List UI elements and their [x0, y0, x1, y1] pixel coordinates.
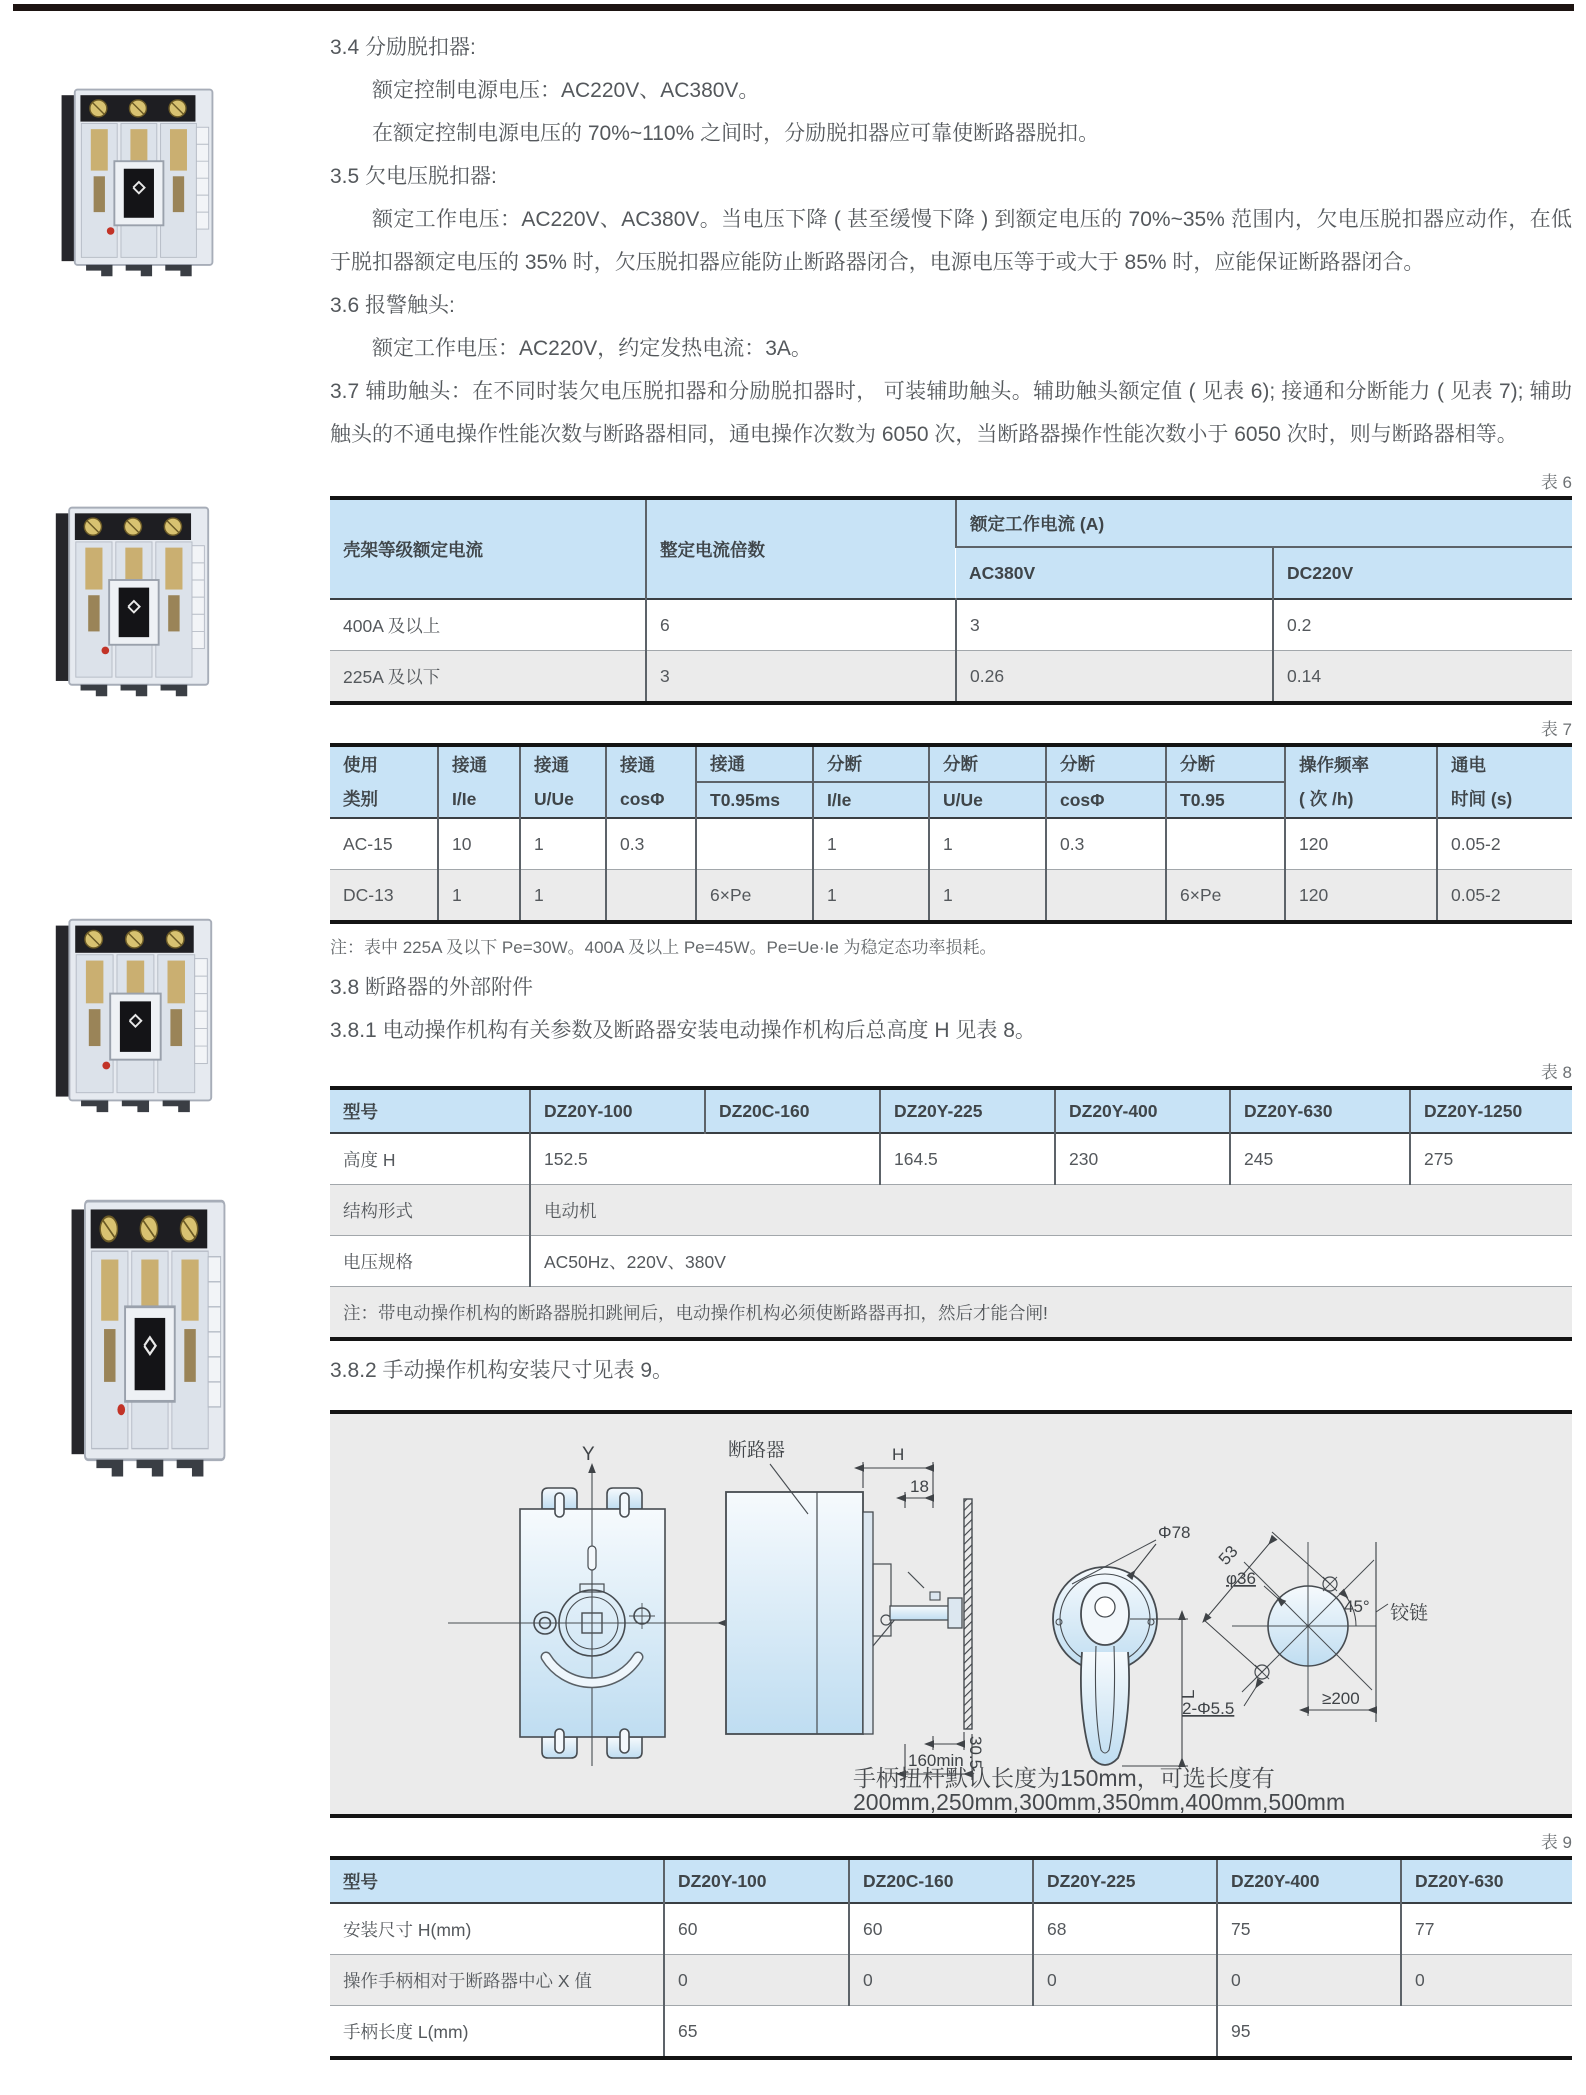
t8-header-dz20y400: DZ20Y-400 — [1055, 1088, 1230, 1133]
t7-header-break-uue: 分断 U/Ue — [929, 745, 1046, 818]
table-8-tag: 表 8 — [1540, 1063, 1572, 1082]
t7-header-break-cos: 分断 cosΦ — [1046, 745, 1166, 818]
section-3-4-line-2: 在额定控制电源电压的 70%~110% 之间时，分励脱扣器应可靠使断路器脱扣。 — [372, 122, 1100, 145]
t7-header-break-iie: 分断 I/Ie — [813, 745, 929, 818]
t9-header-dz20c160: DZ20C-160 — [849, 1858, 1033, 1903]
table-row: 安装尺寸 H(mm) 60 60 68 75 77 — [330, 1903, 1572, 1955]
dim-18-label: 18 — [910, 1477, 929, 1496]
dim-305-label: 30.5 — [966, 1736, 985, 1770]
main-content — [330, 18, 1572, 2060]
dimension-drawing — [330, 1414, 1572, 1814]
axis-y-label: Y — [582, 1444, 595, 1465]
t7-header-make-cos: 接通 cosΦ — [606, 745, 696, 818]
breaker-photo-4 — [62, 1190, 234, 1482]
section-3-8-2-line: 3.8.2 手动操作机构安装尺寸见表 9。 — [330, 1359, 674, 1382]
breaker-photo-1 — [52, 82, 222, 280]
section-3-4-line-1: 额定控制电源电压：AC220V、AC380V。 — [372, 79, 760, 102]
t7-header-make-t095: 接通 T0.95ms — [696, 745, 813, 818]
table-7-tag: 表 7 — [1540, 720, 1572, 739]
hinge-label: 铰链 — [1390, 1603, 1429, 1624]
dim-H-label: H — [892, 1445, 905, 1464]
holes-label: 2-Φ5.5 — [1182, 1699, 1235, 1718]
t9-header-dz20y100: DZ20Y-100 — [664, 1858, 849, 1903]
t7-header-break-t095: 分断 T0.95 — [1166, 745, 1285, 818]
manual-operator-drawing — [330, 1410, 1572, 1818]
t6-header-rated-current-group: 额定工作电流 (A) — [956, 498, 1572, 547]
table-9 — [330, 1856, 1572, 2060]
table-8 — [330, 1086, 1572, 1341]
breaker-photo-3 — [46, 912, 221, 1116]
rotary-handle-view — [1053, 1540, 1157, 1765]
t6-header-multiple: 整定电流倍数 — [646, 498, 956, 599]
table-row: 手柄长度 L(mm) 65 95 — [330, 2006, 1572, 2059]
table-row: 操作手柄相对于断路器中心 X 值 0 0 0 0 0 — [330, 1955, 1572, 2006]
t8-header-dz20y630: DZ20Y-630 — [1230, 1088, 1410, 1133]
t7-header-ontime: 通电 时间 (s) — [1437, 745, 1572, 818]
section-3-5-body: 额定工作电压：AC220V、AC380V。当电压下降 ( 甚至缓慢下降 ) 到额定电压的 70%~35% 范围内，欠电压脱扣器应动作，在低于脱扣器额定电压的 35% 时，欠压脱扣器应能防止断路器闭合，电源电压等于或大于 85% 时，应能保证断路器闭合。 — [330, 208, 1572, 274]
t8-header-dz20c160: DZ20C-160 — [705, 1088, 880, 1133]
section-3-5-title: 3.5 欠电压脱扣器: — [330, 165, 497, 188]
table-row: 电压规格 AC50Hz、220V、380V — [330, 1236, 1572, 1287]
t9-header-dz20y225: DZ20Y-225 — [1033, 1858, 1217, 1903]
table-row: 400A 及以上 6 3 0.2 — [330, 599, 1572, 651]
table-row: 结构形式 电动机 — [330, 1185, 1572, 1236]
table-row: 225A 及以下 3 0.26 0.14 — [330, 651, 1572, 704]
t8-header-dz20y225: DZ20Y-225 — [880, 1088, 1055, 1133]
dim-160min-label: 160min — [908, 1751, 964, 1770]
t6-header-ac380v: AC380V — [956, 547, 1273, 599]
t7-header-usage: 使用 类别 — [330, 745, 438, 818]
dim-L-label: L — [1179, 1689, 1198, 1699]
t8-header-model: 型号 — [330, 1088, 530, 1133]
dia-78-label: Φ78 — [1158, 1523, 1191, 1542]
table-6-tag: 表 6 — [1540, 473, 1572, 492]
t7-header-frequency: 操作频率 ( 次 /h) — [1285, 745, 1437, 818]
table-row: DC-13 1 1 6×Pe 1 1 6×Pe 120 0.05-2 — [330, 870, 1572, 923]
section-3-6-line-1: 额定工作电压：AC220V，约定发热电流：3A。 — [372, 337, 812, 360]
table-row: AC-15 10 1 0.3 1 1 0.3 120 0.05-2 — [330, 818, 1572, 870]
breaker-callout-label: 断路器 — [728, 1440, 786, 1461]
product-photo-column — [0, 0, 330, 2095]
table-7 — [330, 743, 1572, 924]
t6-header-frame-current: 壳架等级额定电流 — [330, 498, 646, 599]
ge-200-label: ≥200 — [1322, 1689, 1360, 1708]
t7-header-make-uue: 接通 U/Ue — [520, 745, 606, 818]
table-6 — [330, 496, 1572, 705]
table-8-note-row: 注：带电动操作机构的断路器脱扣跳闸后，电动操作机构必须使断路器再扣，然后才能合闸! — [330, 1287, 1572, 1340]
section-3-8-1-line: 3.8.1 电动操作机构有关参数及断路器安装电动操作机构后总高度 H 见表 8。 — [330, 1019, 1036, 1042]
dim-305-lines — [933, 1732, 964, 1750]
section-3-8-title: 3.8 断路器的外部附件 — [330, 976, 534, 999]
t8-header-dz20y100: DZ20Y-100 — [530, 1088, 705, 1133]
t7-header-make-iie: 接通 I/Ie — [438, 745, 520, 818]
breaker-photo-2 — [46, 500, 218, 700]
table-row: 高度 H 152.5 164.5 230 245 275 — [330, 1133, 1572, 1185]
handle-rod-caption-line-2: 200mm,250mm,300mm,350mm,400mm,500mm — [853, 1789, 1346, 1814]
breaker-side-view — [726, 1492, 972, 1734]
t9-header-dz20y400: DZ20Y-400 — [1217, 1858, 1401, 1903]
t9-header-dz20y630: DZ20Y-630 — [1401, 1858, 1572, 1903]
table-7-note: 注：表中 225A 及以下 Pe=30W。400A 及以上 Pe=45W。Pe=Ue·Ie 为稳定态功率损耗。 — [330, 938, 997, 957]
t6-header-dc220v: DC220V — [1273, 547, 1572, 599]
dim-53-label: 53 — [1214, 1541, 1242, 1569]
dia-36-label: φ36 — [1226, 1569, 1256, 1588]
table-9-tag: 表 9 — [1540, 1833, 1572, 1852]
section-3-7-body: 3.7 辅助触头：在不同时装欠电压脱扣器和分励脱扣器时， 可装辅助触头。辅助触头额定值 ( 见表 6); 接通和分断能力 ( 见表 7); 辅助触头的不通电操作性能次数与断路器相同，通电操作次数为 6050 次，当断路器操作性能次数小于 6050 次时，则与断路器相等。 — [330, 380, 1572, 446]
mounting-plate-front-view — [448, 1472, 726, 1766]
handle-rod-caption-line-1: 手柄扭杆默认长度为150mm，可选长度有 — [853, 1765, 1275, 1791]
section-3-4-title: 3.4 分励脱扣器: — [330, 36, 476, 59]
section-3-6-title: 3.6 报警触头: — [330, 294, 455, 317]
t9-header-model: 型号 — [330, 1858, 664, 1903]
deg-45-label: 45° — [1344, 1597, 1370, 1616]
t8-header-dz20y1250: DZ20Y-1250 — [1410, 1088, 1572, 1133]
